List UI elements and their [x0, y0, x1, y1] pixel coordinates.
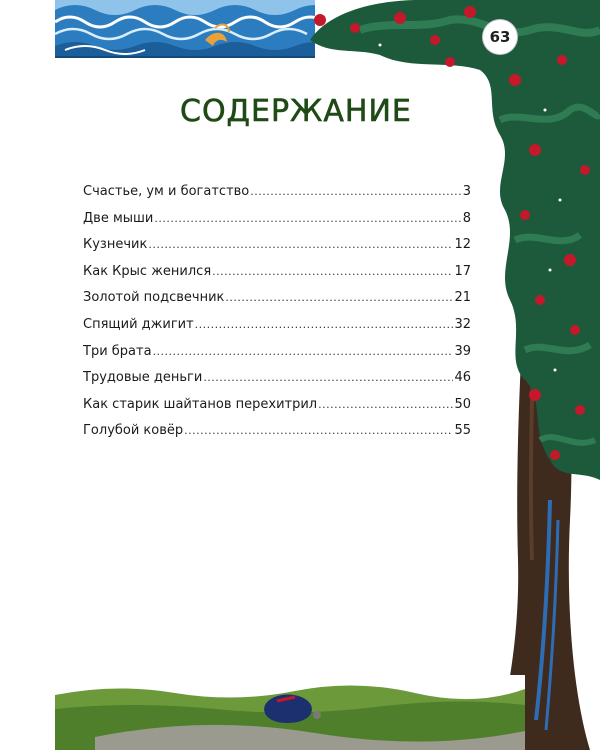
toc-entry-page: 3	[462, 184, 471, 199]
toc-entry[interactable]	[83, 264, 471, 291]
toc-entry-page: 50	[454, 396, 471, 412]
toc-entry[interactable]	[83, 423, 471, 450]
toc-entry-page: 8	[462, 210, 471, 226]
toc-dot-leader	[148, 238, 453, 251]
toc-entry[interactable]	[83, 370, 471, 397]
toc-entry-page: 55	[454, 423, 471, 439]
toc-dot-leader	[195, 318, 454, 331]
toc-entry[interactable]	[83, 184, 471, 211]
toc-entry-title: Как Крыс женился	[83, 263, 212, 279]
toc-entry-page: 46	[454, 370, 471, 386]
toc-entry[interactable]	[83, 211, 471, 238]
toc-entry-page: 39	[454, 343, 471, 359]
toc-dot-leader	[250, 185, 461, 198]
toc-entry-page: 12	[454, 237, 471, 253]
toc-entry[interactable]	[83, 344, 471, 371]
sea-illustration	[55, 0, 315, 58]
toc-entry-page: 21	[454, 290, 471, 306]
page-title: СОДЕРЖАНИЕ	[180, 94, 412, 129]
meadow-illustration	[55, 675, 525, 750]
toc-dot-leader	[203, 371, 453, 384]
toc-entry-title: Золотой подсвечник	[83, 290, 225, 306]
toc-dot-leader	[225, 291, 453, 304]
toc-dot-leader	[154, 212, 461, 225]
toc-entry-title: Спящий джигит	[83, 316, 194, 332]
toc-entry-title: Счастье, ум и богатство	[83, 184, 250, 199]
toc-entry[interactable]	[83, 290, 471, 317]
toc-entry-page: 32	[454, 316, 471, 332]
toc-entry-title: Голубой ковёр	[83, 423, 184, 439]
page-number: 63	[483, 20, 517, 54]
toc-entry-page: 17	[454, 263, 471, 279]
toc-entry-title: Как старик шайтанов перехитрил	[83, 396, 318, 412]
toc-dot-leader	[153, 345, 454, 358]
toc-entry[interactable]	[83, 397, 471, 424]
toc-entry[interactable]	[83, 237, 471, 264]
toc-entry-title: Трудовые деньги	[83, 370, 203, 386]
toc-dot-leader	[184, 424, 453, 437]
toc-dot-leader	[212, 265, 453, 278]
toc-entry-title: Три брата	[83, 343, 152, 359]
toc-dot-leader	[318, 398, 453, 411]
toc-entry-title: Кузнечик	[83, 237, 148, 253]
toc-entry-title: Две мыши	[83, 210, 154, 226]
toc-entry[interactable]	[83, 317, 471, 344]
table-of-contents	[83, 184, 471, 450]
